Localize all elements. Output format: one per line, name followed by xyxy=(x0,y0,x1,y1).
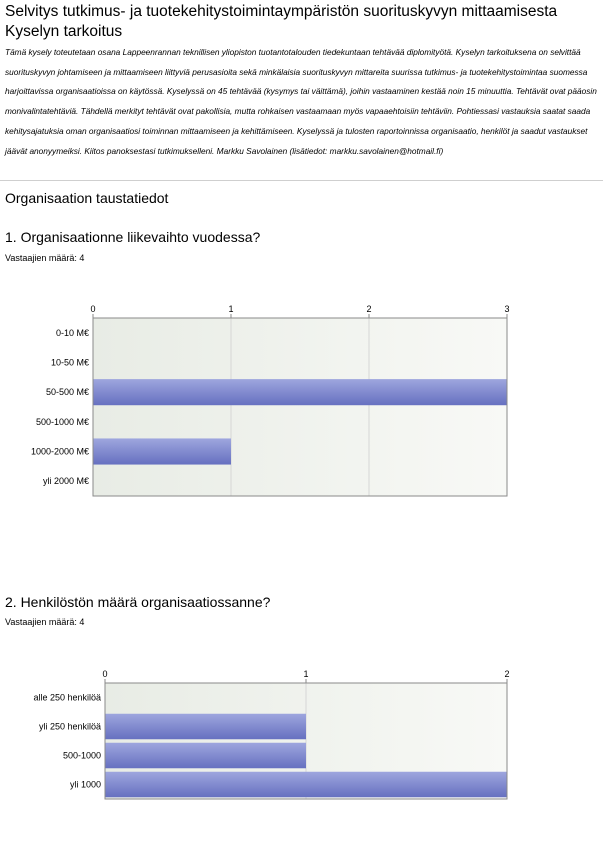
chart-headcount xyxy=(0,663,603,808)
tick-label: 1 xyxy=(303,669,309,679)
tick-label: 2 xyxy=(504,669,510,679)
category-label: 500-1000 xyxy=(62,750,101,761)
tick-label: 0 xyxy=(102,669,108,679)
tick-label: 1 xyxy=(228,304,234,314)
category-label: alle 250 henkilöä xyxy=(33,692,101,703)
category-label: 50-500 M€ xyxy=(45,387,89,398)
plot-area xyxy=(93,318,507,496)
chart-svg xyxy=(0,663,603,803)
tick-label: 0 xyxy=(90,304,96,314)
chart-revenue xyxy=(0,298,603,518)
divider xyxy=(0,180,603,181)
section-heading: Organisaation taustatiedot xyxy=(5,190,169,206)
category-label: 0-10 M€ xyxy=(55,327,89,338)
category-label: 1000-2000 M€ xyxy=(30,446,89,457)
chart-svg xyxy=(0,298,603,513)
bar xyxy=(93,379,507,405)
page-title: Selvitys tutkimus- ja tuotekehitystoimintaympäristön suorituskyvyn mittaamisesta xyxy=(5,3,558,20)
category-label: 500-1000 M€ xyxy=(35,416,89,427)
category-label: yli 2000 M€ xyxy=(42,476,89,487)
tick-label: 2 xyxy=(366,304,372,314)
intro-text: Tämä kysely toteutetaan osana Lappeenrannan teknillisen yliopiston tuotantotalouden tiedekuntaan tehtävää diplomityötä. Kyselyn tarkoituksena on selvittää suorituskyvyn johtamiseen ja mittaamiseen liittyviä perusasioita sekä minkälaisia suorituskyvyn mittareita suurissa tutkimus- ja tuotekehitystoimintaa suomessa harjoittavissa organisaatioissa on käytössä. Kyselyssä on 45 tehtävää (kysymys tai väittämä), joihin vastaaminen kestää noin 15 minuuttia. Tehtävät ovat pääosin monivalintatehtäviä. Tähdellä merkityt tehtävät ovat pakollisia, mutta rohkaisen vastaamaan myös vapaaehtoisiin tehtäviin. Pohtiessasi vastauksia saatat saada kehitysajatuksia oman organisaatiosi toiminnan mittaamiseen ja kehittämiseen. Kyselyssä ja tulosten raportoinnissa organisaatio, henkilöt ja saadut vastaukset jäävät anonyymeiksi. Kiitos panoksestasi tutkimukselleni. Markku Savolainen (lisätiedot: markku.savolainen@hotmail.fi) xyxy=(5,47,597,156)
question-2-title: 2. Henkilöstön määrä organisaatiossanne? xyxy=(5,594,271,610)
category-label: yli 250 henkilöä xyxy=(38,721,101,732)
bar xyxy=(93,438,231,464)
category-label: yli 1000 xyxy=(69,779,101,790)
question-1-respondent-count: Vastaajien määrä: 4 xyxy=(5,253,85,263)
bar xyxy=(105,743,306,769)
bar xyxy=(105,772,507,798)
question-2-respondent-count: Vastaajien määrä: 4 xyxy=(5,617,85,627)
bar xyxy=(105,714,306,740)
question-1-title: 1. Organisaationne liikevaihto vuodessa? xyxy=(5,229,261,245)
tick-label: 3 xyxy=(504,304,510,314)
page-subtitle: Kyselyn tarkoitus xyxy=(5,23,123,40)
category-label: 10-50 M€ xyxy=(50,357,89,368)
